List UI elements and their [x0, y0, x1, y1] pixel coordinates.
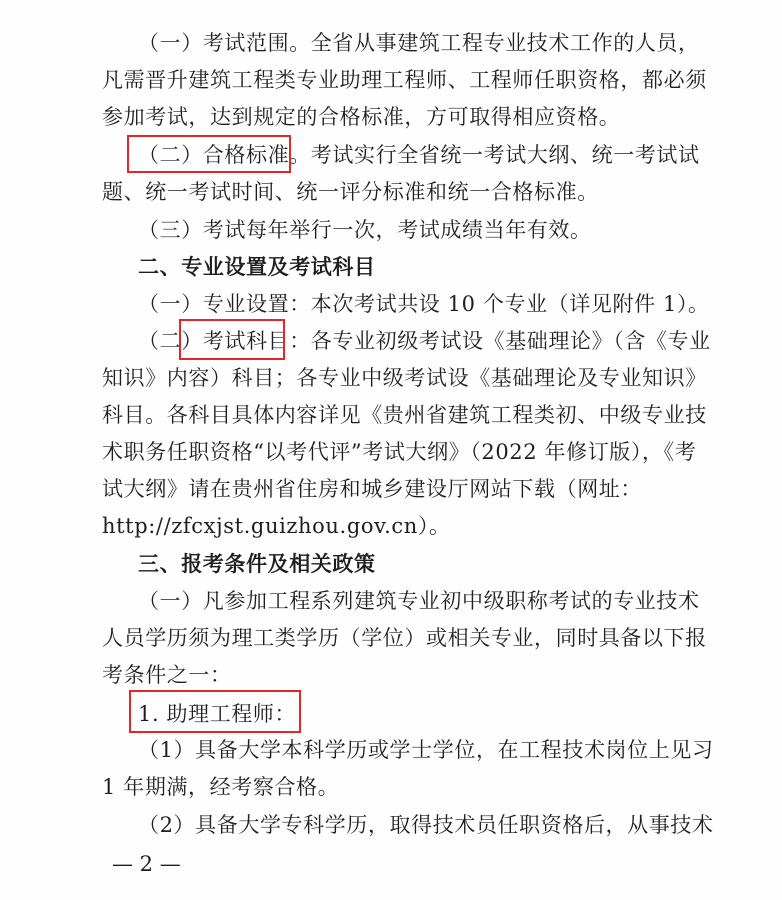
paragraph-line: 试大纲》请在贵州省住房和城乡建设厅网站下载（网址： — [102, 477, 642, 501]
highlight-box-assistant-engineer — [129, 690, 301, 733]
paragraph-line: （二）合格标准。考试实行全省统一考试大纲、统一考试试 — [138, 143, 700, 167]
subsection-heading: 1. 助理工程师： — [138, 702, 297, 726]
paragraph-line: （1）具备大学本科学历或学士学位，在工程技术岗位上见习 — [138, 738, 714, 762]
paragraph-line: 考条件之一： — [102, 663, 232, 687]
section-heading: 二、专业设置及考试科目 — [138, 255, 376, 279]
url-line: http://zfcxjst.guizhou.gov.cn）。 — [102, 514, 451, 538]
paragraph-line: 题、统一考试时间、统一评分标准和统一合格标准。 — [102, 180, 599, 204]
paragraph-line: 参加考试，达到规定的合格标准，方可取得相应资格。 — [102, 105, 621, 129]
paragraph-line: 科目。各科目具体内容详见《贵州省建筑工程类初、中级专业技 — [102, 403, 707, 427]
paragraph-line: 术职务任职资格“以考代评”考试大纲》（2022 年修订版），《考 — [102, 440, 697, 464]
page-number: — 2 — — [112, 852, 181, 876]
paragraph-line: 1 年期满，经考察合格。 — [102, 775, 340, 799]
paragraph-line: （2）具备大学专科学历，取得技术员任职资格后，从事技术 — [138, 813, 714, 837]
paragraph-line: （二）考试科目：各专业初级考试设《基础理论》（含《专业 — [138, 329, 711, 353]
highlight-box-qualification-standard — [127, 135, 291, 173]
paragraph-line: 凡需晋升建筑工程类专业助理工程师、工程师任职资格，都必须 — [102, 68, 707, 92]
paragraph-line: （一）凡参加工程系列建筑专业初中级职称考试的专业技术 — [138, 589, 700, 613]
paragraph-line: （三）考试每年举行一次，考试成绩当年有效。 — [138, 218, 592, 242]
highlight-box-exam-subjects — [179, 319, 285, 360]
section-heading: 三、报考条件及相关政策 — [138, 552, 376, 576]
paragraph-line: 人员学历须为理工类学历（学位）或相关专业，同时具备以下报 — [102, 626, 707, 650]
paragraph-line: （一）考试范围。全省从事建筑工程专业技术工作的人员， — [138, 31, 700, 55]
paragraph-line: （一）专业设置：本次考试共设 10 个专业（详见附件 1）。 — [138, 292, 710, 316]
paragraph-line: 知识》内容）科目；各专业中级考试设《基础理论及专业知识》 — [102, 366, 707, 390]
